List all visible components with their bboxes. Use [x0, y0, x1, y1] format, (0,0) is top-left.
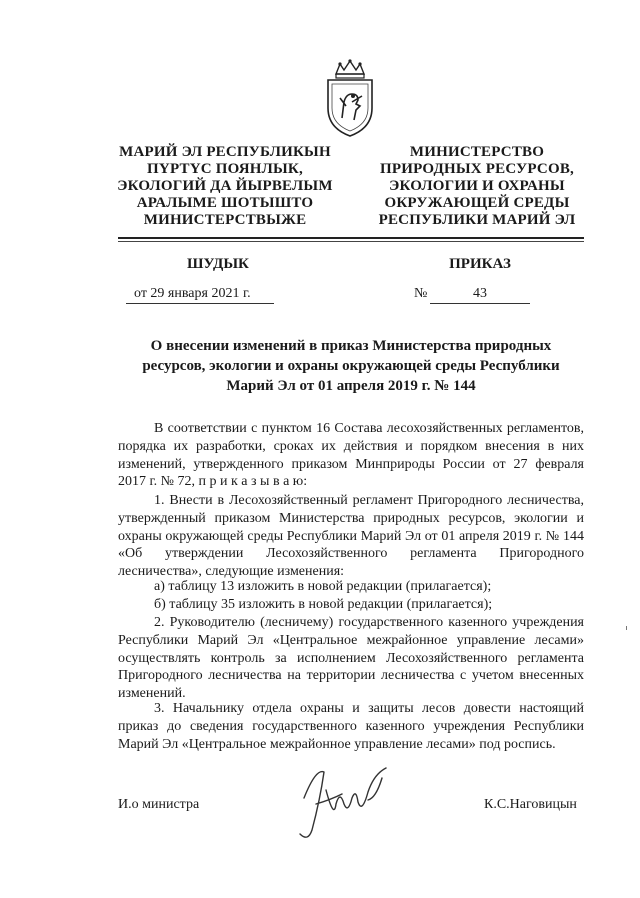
body-subitem-a: а) таблицу 13 изложить в новой редакции (прилагается); — [154, 579, 492, 594]
header-right-line: МИНИСТЕРСТВО — [409, 144, 545, 160]
signatory-role: И.о министра — [118, 797, 200, 812]
signatory-name: К.С.Наговицын — [484, 797, 577, 812]
header-divider — [118, 237, 584, 239]
body-paragraph-item-1: 1. Внести в Лесохозяйственный регламент Пригородного лесничества, утвержденный приказом Министерства природных ресурсов, экологии и охраны окружающей среды Республики Марий Эл от 01 апреля 2019 г. № 144 «Об утверждении Лесохозяйственного регламента Пригородного лесничества», следующие изменения: — [118, 493, 584, 580]
body-subitem-b: б) таблицу 35 изложить в новой редакции (прилагается); — [154, 597, 493, 612]
coat-of-arms-icon — [322, 58, 378, 138]
header-right-block — [372, 144, 582, 229]
body-paragraph-basis: В соответствии с пунктом 16 Состава лесохозяйственных регламентов, порядка их разработки, сроках их действия и порядком внесения в них изменений, утвержденного приказом Минприроды России от 27 февраля 2017 г. № 72, п р и к а з ы в а ю: — [118, 421, 584, 490]
header-right-line: ЭКОЛОГИИ И ОХРАНЫ — [389, 178, 565, 194]
handwritten-signature — [290, 760, 410, 846]
header-right-line: ПРИРОДНЫХ РЕСУРСОВ, — [379, 161, 574, 177]
header-left-line: МАРИЙ ЭЛ РЕСПУБЛИКЫН — [119, 144, 331, 160]
header-left-line: МИНИСТЕРСТВЫЖЕ — [143, 212, 307, 228]
number-underline — [430, 303, 530, 304]
header-left-line: ПҮРТҮС ПОЯНЛЫК, — [147, 161, 303, 177]
body-paragraph-item-3: 3. Начальнику отдела охраны и защиты лесов довести настоящий приказ до сведения государственного казенного учреждения Республики Марий Эл «Центральное межрайонное управление лесами» под роспись. — [118, 701, 584, 752]
order-date: от 29 января 2021 г. — [134, 286, 251, 301]
header-left-line: АРАЛЫМЕ ШОТЫШТО — [136, 195, 314, 211]
order-subject: О внесении изменений в приказ Министерства природных ресурсов, экологии и охраны окружающей среды Республики Марий Эл от 01 апреля 2019 г. № 144 — [142, 338, 560, 394]
body-paragraph-item-2: 2. Руководителю (лесничему) государственного казенного учреждения Республики Марий Эл «Центральное межрайонное управление лесами» осуществлять контроль за исполнением Лесохозяйственного регламента Пригородного лесничества на территории лесничества с учетом внесенных изменений. — [118, 615, 584, 702]
header-divider-thin — [118, 241, 584, 242]
order-number: 43 — [473, 286, 487, 301]
header-left-line: ЭКОЛОГИЙ ДА ЙЫРВЕЛЫМ — [117, 178, 333, 194]
doc-type-mari: ШУДЫК — [187, 256, 249, 272]
header-right-line: РЕСПУБЛИКИ МАРИЙ ЭЛ — [378, 212, 576, 228]
margin-mark — [626, 626, 627, 630]
number-sign: № — [414, 286, 428, 301]
doc-type-russian: ПРИКАЗ — [449, 256, 511, 272]
date-underline — [126, 303, 274, 304]
header-left-block — [110, 144, 340, 229]
header-right-line: ОКРУЖАЮЩЕЙ СРЕДЫ — [384, 195, 570, 211]
